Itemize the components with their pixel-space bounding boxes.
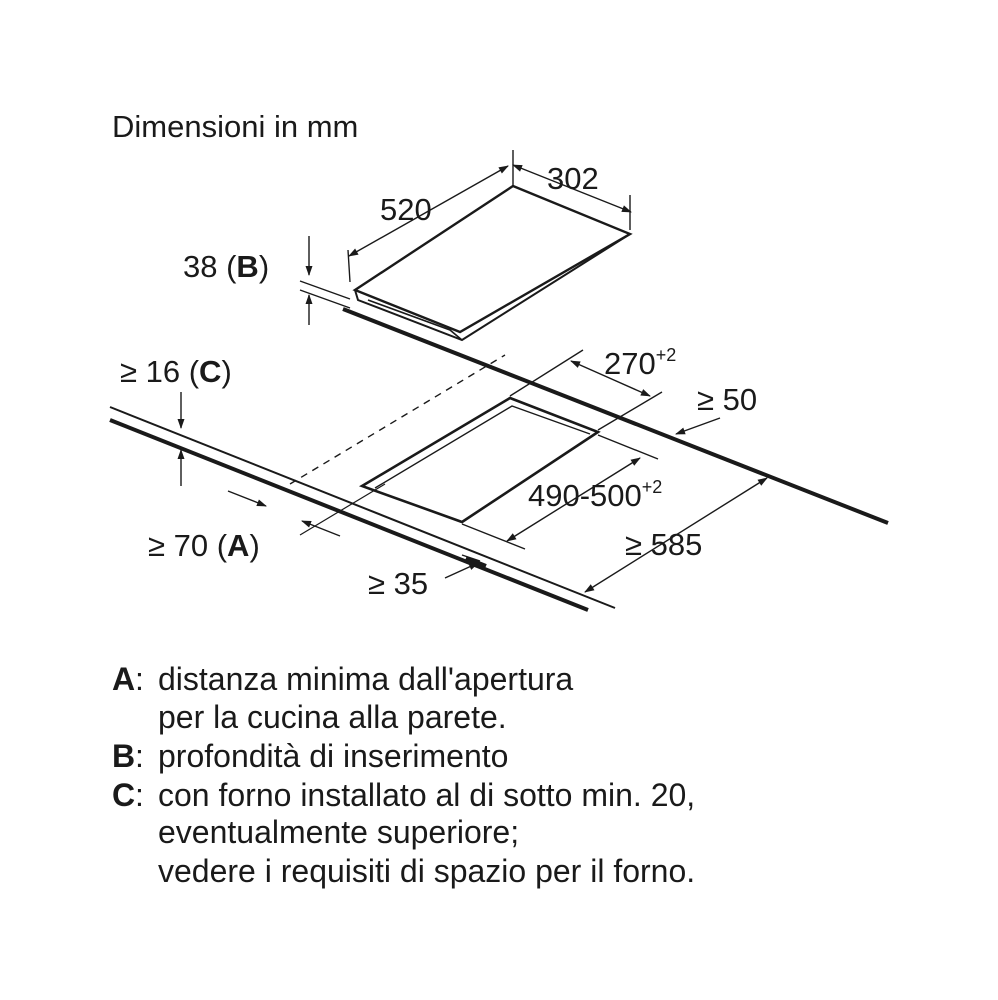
label-width: 302 — [547, 161, 599, 196]
label-back-distance: ≥ 50 — [697, 382, 758, 417]
hob-underside — [355, 234, 630, 340]
title: Dimensioni in mm — [112, 109, 359, 144]
label-insertion-depth: 38 (B) — [183, 249, 270, 284]
legend-key-a: A — [112, 661, 136, 697]
label-depth: 520 — [380, 192, 432, 227]
dim-line-50 — [676, 418, 720, 434]
legend-colon-a: : — [135, 661, 144, 697]
legend-b-line-1: profondità di inserimento — [158, 738, 509, 774]
legend-c-line-1: con forno installato al di sotto min. 20, — [158, 777, 696, 813]
legend-a-line-1: distanza minima dall'apertura — [158, 661, 574, 697]
legend-key-b: B — [112, 738, 136, 774]
label-edge-distance: ≥ 35 — [368, 566, 429, 601]
dimension-lines — [181, 150, 767, 592]
label-cutout-width: $270^{+2}$ — [604, 345, 677, 381]
legend-colon-b: : — [135, 738, 144, 774]
legend — [112, 661, 695, 889]
cutout-inner-edge — [375, 406, 590, 488]
label-min-below: ≥ 16 (C) — [120, 354, 232, 389]
legend-c-line-3: vedere i requisiti di spazio per il forno. — [158, 853, 696, 889]
label-front-distance: ≥ 70 (A) — [148, 528, 260, 563]
legend-a-line-2: per la cucina alla parete. — [158, 699, 507, 735]
legend-key-c: C — [112, 777, 136, 813]
label-worktop-depth: ≥ 585 — [625, 527, 703, 562]
dim-line-35 — [445, 563, 478, 578]
dim-line-70-left — [228, 491, 266, 506]
label-cutout-depth: $490-500^{+2}$ — [528, 477, 663, 513]
dim-line-70-right — [302, 521, 340, 536]
legend-c-line-2: eventualmente superiore; — [158, 814, 520, 850]
legend-colon-c: : — [135, 777, 144, 813]
